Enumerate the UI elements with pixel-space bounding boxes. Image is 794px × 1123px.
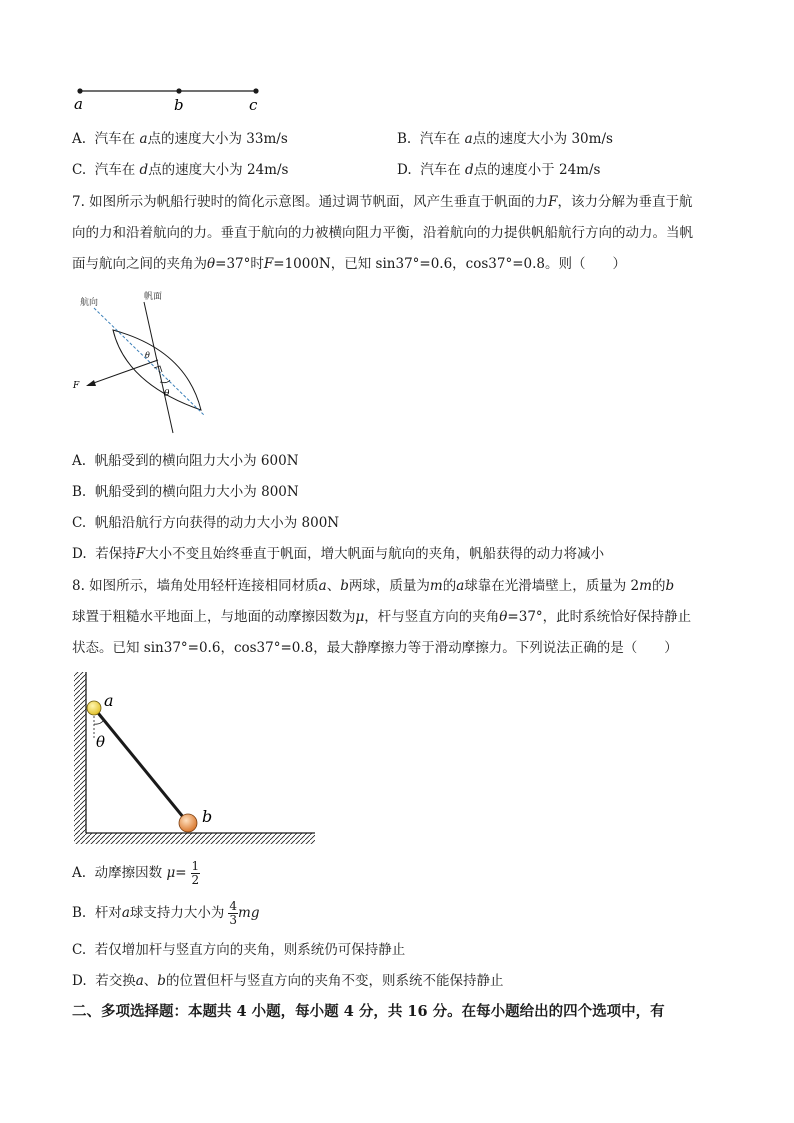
label-a: a [74,95,83,113]
floor-hatch [74,833,315,844]
sailboat-figure [66,288,216,436]
q6-option-a: A. 汽车在 a点的速度大小为 33m/s [72,131,288,147]
label-sail: 帆面 [144,292,163,302]
option-key: C. [72,162,87,178]
right-angle-marker [154,366,162,372]
option-key: B. [72,484,87,500]
label-f: F [73,381,80,391]
point-c [253,88,258,93]
section-2-heading: 二、多项选择题：本题共 4 小题，每小题 4 分，共 16 分。在每小题给出的四个选项中，有 [72,1003,665,1020]
label-theta: θ [164,389,170,399]
label-c: c [249,96,258,114]
q8-option-b: B. 杆对a球支持力大小为 $\frac{4}{3}$ mg [72,899,260,927]
fraction-one-half: $\frac{1}{2}$ [191,859,200,887]
option-key: D. [72,546,87,562]
option-key: C. [72,942,87,958]
q7-option-c: C. 帆船沿航行方向获得的动力大小为 800N [72,515,340,531]
label-theta-small: θ [145,351,150,360]
q6-option-c: C. 汽车在 d点的速度大小为 24m/s [72,162,289,178]
force-f-arrowhead [86,380,96,386]
q8-option-a: A. 动摩擦因数 μ= $\frac{1}{2}$ [72,859,200,887]
fraction-four-thirds: $\frac{4}{3}$ [229,899,238,927]
option-key: B. [397,131,412,147]
label-b: b [174,96,184,114]
q8-stem-line-3: 状态。已知 sin37°=0.6，cos37°=0.8，最大静摩擦力等于滑动摩擦力。下列说法正确的是（ ） [72,640,678,656]
label-a: a [104,691,114,710]
wall-rod-figure [70,670,320,845]
wall-hatch [74,672,86,834]
sail-line [144,302,173,433]
q7-option-b: B. 帆船受到的横向阻力大小为 800N [72,484,299,500]
q8-option-d: D. 若交换a、b的位置但杆与竖直方向的夹角不变，则系统不能保持静止 [72,973,504,989]
q6-option-b: B. 汽车在 a点的速度大小为 30m/s [397,131,613,147]
q7-option-a: A. 帆船受到的横向阻力大小为 600N [72,453,299,469]
q7-stem-line-1: 7. 如图所示为帆船行驶时的简化示意图。通过调节帆面，风产生垂直于帆面的力F，该力分解为垂直于航 [72,194,693,210]
force-f-line [88,360,158,385]
option-key: D. [72,973,87,989]
option-key: A. [72,865,87,881]
q8-stem-line-1: 8. 如图所示，墙角处用轻杆连接相同材质a、b两球，质量为m的a球靠在光滑墙壁上，质量为 2m的b [72,578,675,594]
q7-option-d: D. 若保持F大小不变且始终垂直于帆面，增大帆面与航向的夹角，帆船获得的动力将减小 [72,546,605,562]
q8-option-c: C. 若仅增加杆与竖直方向的夹角，则系统仍可保持静止 [72,942,406,958]
ball-b [179,814,197,832]
option-key: B. [72,905,87,921]
boat-hull [113,330,201,410]
point-b [176,88,181,93]
option-key: C. [72,515,87,531]
q7-stem-line-3: 面与航向之间的夹角为θ=37°时F=1000N，已知 sin37°=0.6，cos37°=0.8。则（ ） [72,256,627,272]
label-b: b [202,807,213,826]
label-theta: θ [96,733,106,751]
ball-a [87,701,101,715]
q7-stem-line-2: 向的力和沿着航向的力。垂直于航向的力被横向阻力平衡，沿着航向的力提供帆船航行方向的动力。当帆 [72,225,693,241]
option-key: A. [72,453,87,469]
point-a [77,88,82,93]
q8-stem-line-2: 球置于粗糙水平地面上，与地面的动摩擦因数为μ，杆与竖直方向的夹角θ=37°，此时系统恰好保持静止 [72,609,692,625]
option-key: D. [397,162,412,178]
label-heading: 航向 [80,298,99,308]
option-key: A. [72,131,87,147]
segment-abc-figure [70,80,270,116]
q6-option-d: D. 汽车在 d点的速度小于 24m/s [397,162,601,178]
rod [94,708,188,823]
